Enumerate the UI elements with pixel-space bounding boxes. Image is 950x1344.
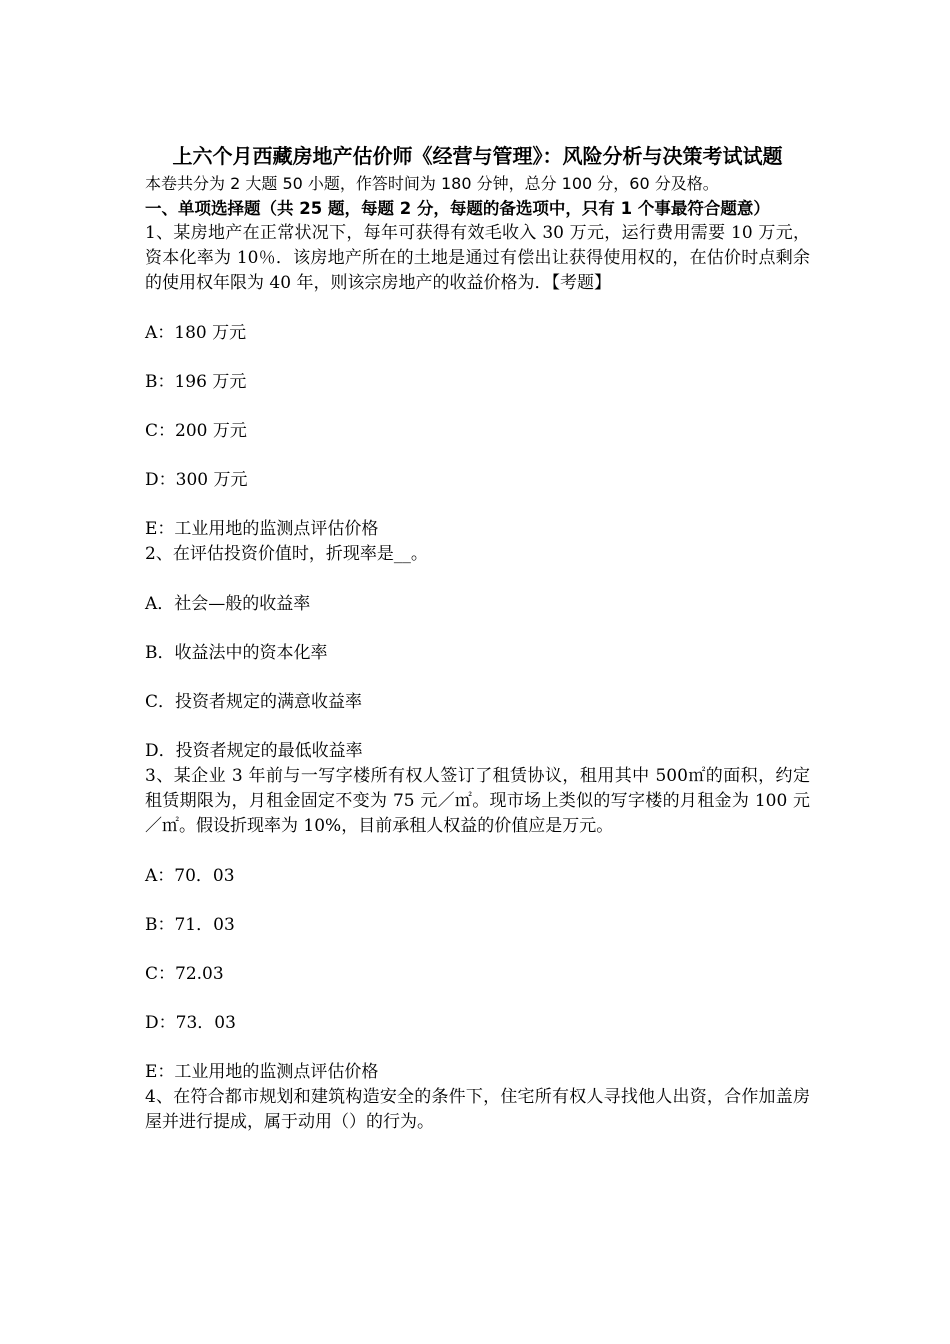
- option-a: A：70．03: [145, 866, 235, 886]
- option-a: A．社会—般的收益率: [145, 594, 311, 614]
- option-d: D：73．03: [145, 1013, 236, 1033]
- option-c: C：72.03: [145, 964, 224, 984]
- question-3: [145, 764, 810, 1085]
- document-title: 上六个月西藏房地产估价师《经营与管理》：风险分析与决策考试试题: [172, 144, 783, 168]
- document-page: [145, 143, 810, 1135]
- option-c: C：200 万元: [145, 421, 247, 441]
- option-b: B：196 万元: [145, 372, 247, 392]
- question-4: [145, 1085, 810, 1135]
- option-e: E：工业用地的监测点评估价格: [145, 1062, 379, 1082]
- option-c: C．投资者规定的满意收益率: [145, 692, 363, 712]
- option-d: D．投资者规定的最低收益率: [145, 741, 363, 761]
- question-stem: 3、某企业 3 年前与一写字楼所有权人签订了租赁协议，租用其中 500㎡的面积，约定租赁期限为，月租金固定不变为 75 元／㎡。现市场上类似的写字楼的月租金为 100 元／㎡。假设折现率为 10%，目前承租人权益的价值应是万元。: [145, 766, 810, 836]
- exam-intro: 本卷共分为 2 大题 50 小题，作答时间为 180 分钟，总分 100 分，60 分及格。: [145, 174, 719, 193]
- option-e: E：工业用地的监测点评估价格: [145, 519, 379, 539]
- question-stem: 4、在符合都市规划和建筑构造安全的条件下，住宅所有权人寻找他人出资，合作加盖房屋并进行提成，属于动用（）的行为。: [145, 1087, 810, 1132]
- option-b: B：71．03: [145, 915, 235, 935]
- section-heading: 一、单项选择题（共 25 题，每题 2 分，每题的备选项中，只有 1 个事最符合题意）: [145, 199, 770, 218]
- option-b: B．收益法中的资本化率: [145, 643, 328, 663]
- question-stem: 2、在评估投资价值时，折现率是__。: [145, 544, 428, 564]
- option-a: A：180 万元: [145, 323, 247, 343]
- option-d: D：300 万元: [145, 470, 248, 490]
- question-stem: 1、某房地产在正常状况下，每年可获得有效毛收入 30 万元，运行费用需要 10 万元，资本化率为 10％．该房地产所在的土地是通过有偿出让获得使用权的，在估价时点剩余的使用权年限为 40 年，则该宗房地产的收益价格为．【考题】: [145, 223, 810, 293]
- question-1: [145, 221, 810, 542]
- question-2: [145, 542, 810, 764]
